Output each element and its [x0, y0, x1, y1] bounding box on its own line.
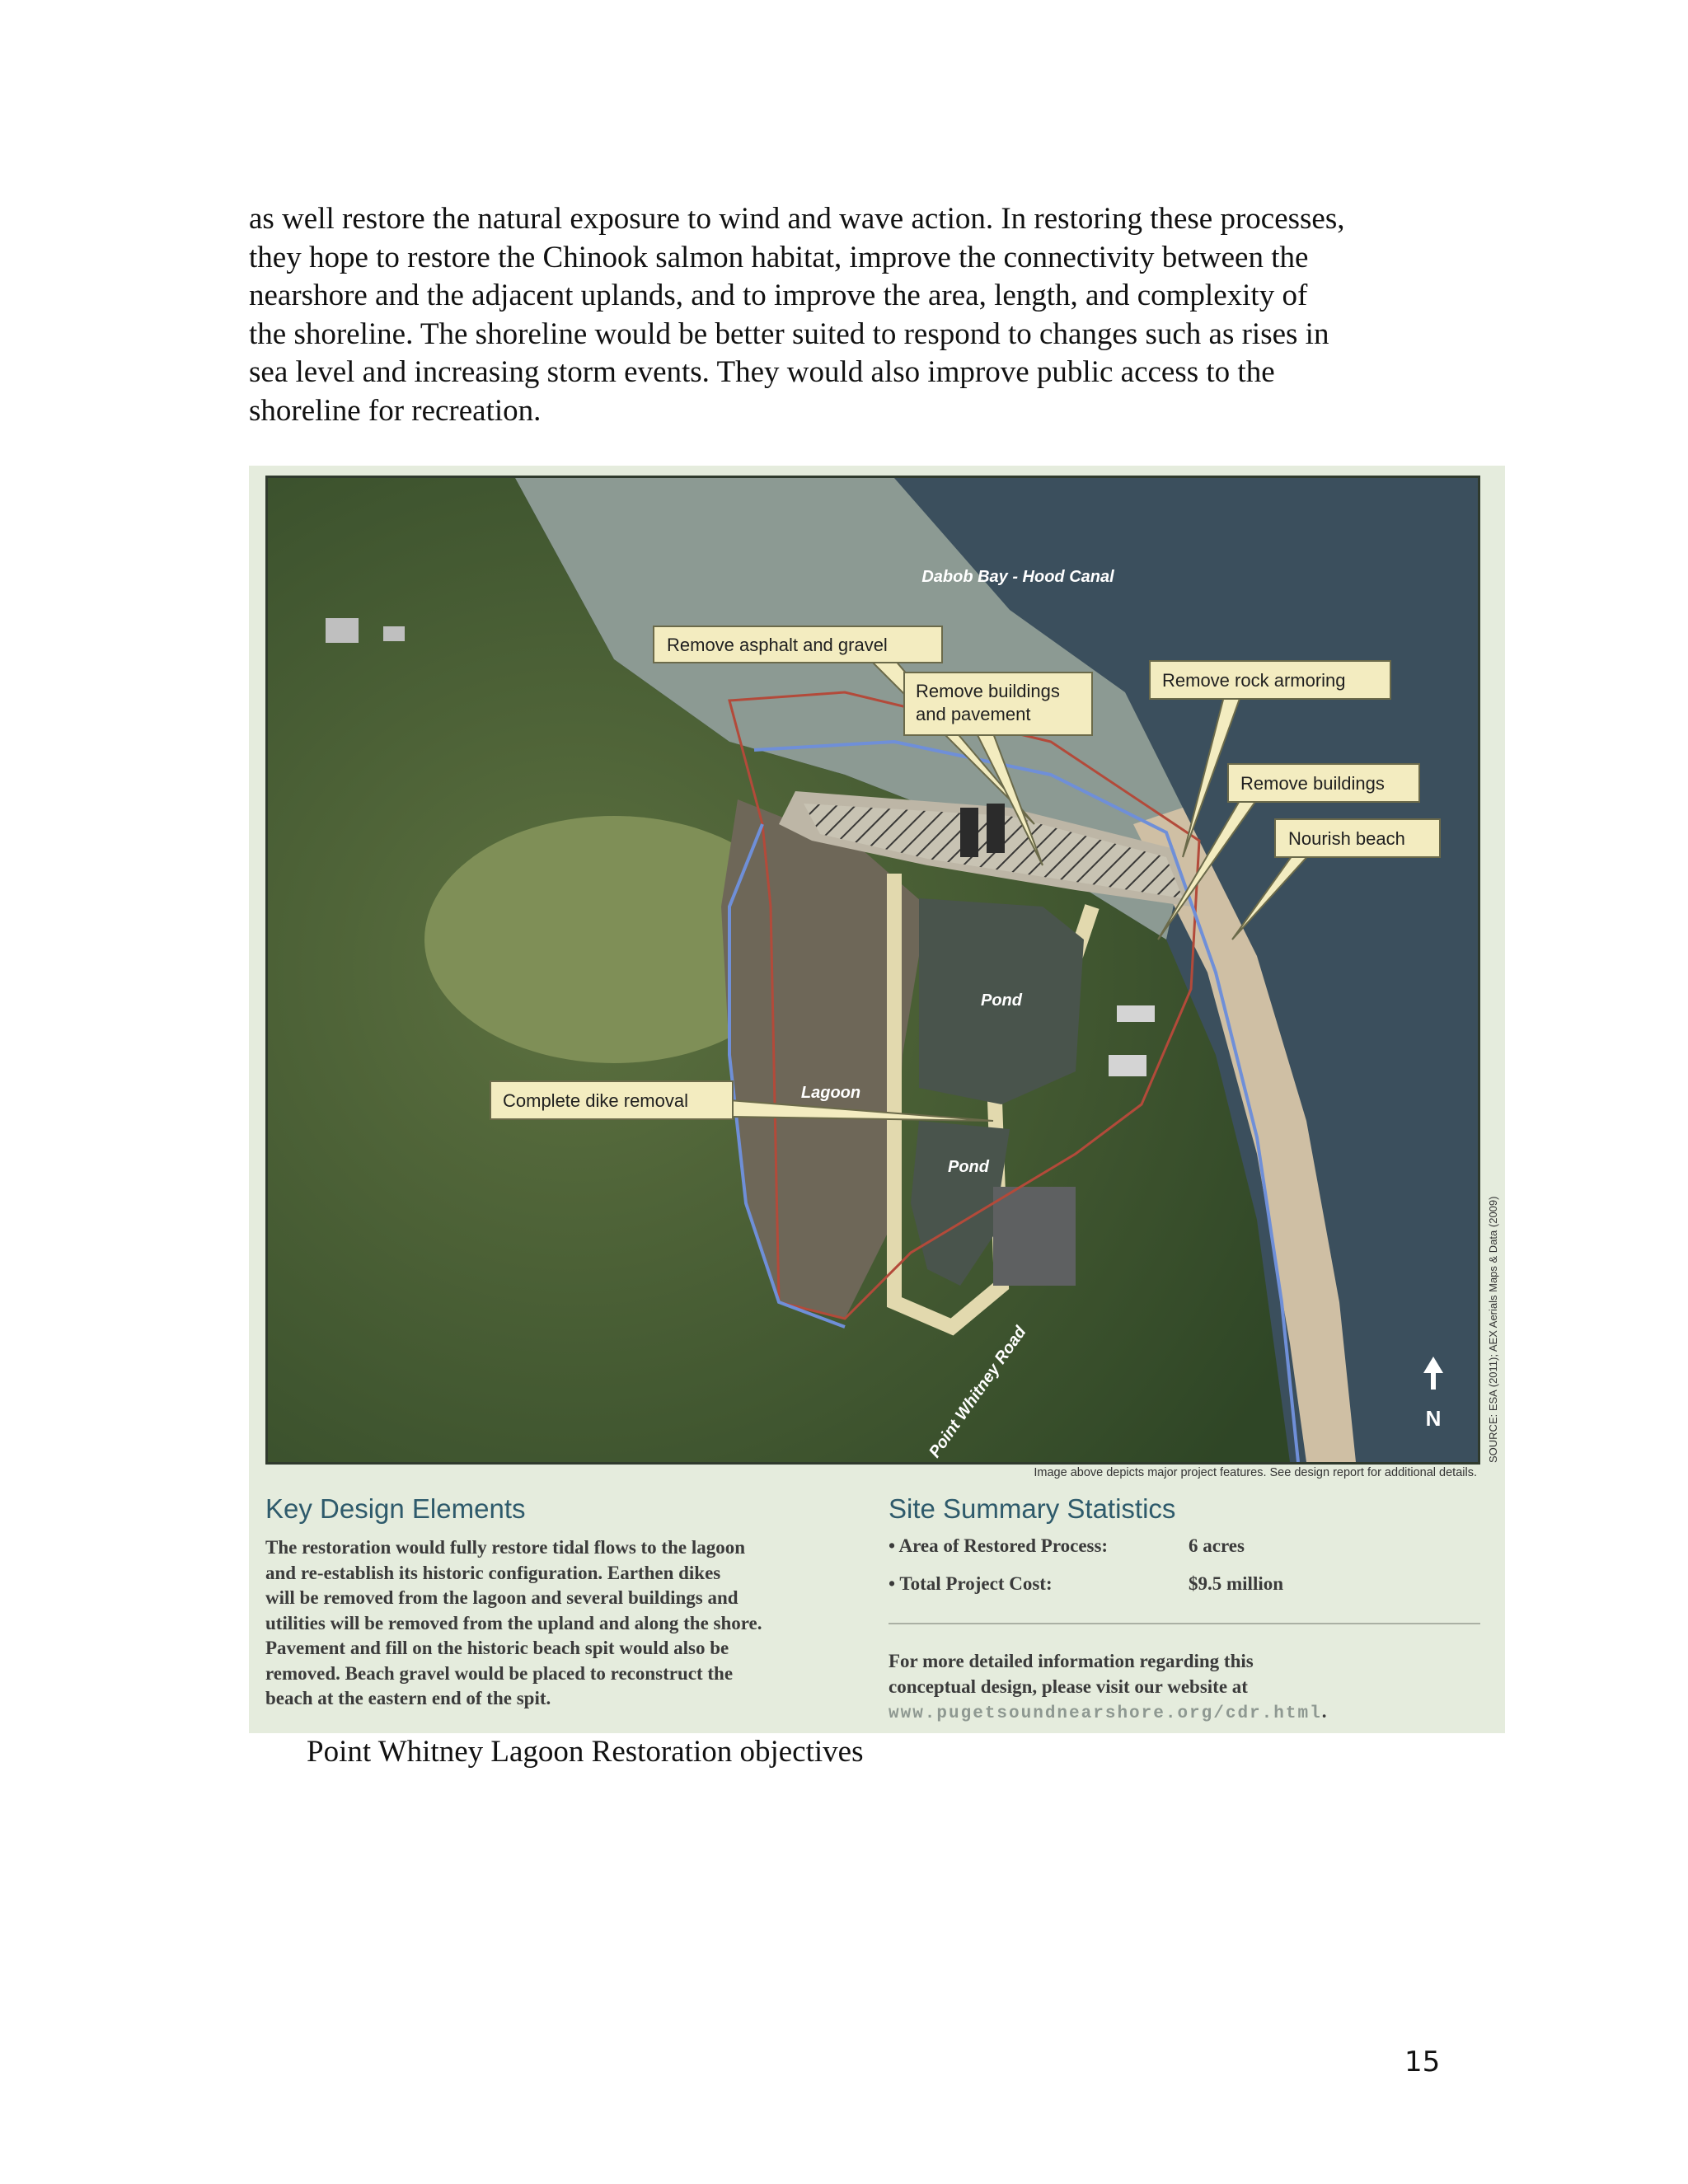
url-suffix: .	[1321, 1701, 1327, 1722]
building	[326, 618, 359, 643]
restoration-figure	[249, 466, 1505, 1733]
more-info-line: conceptual design, please visit our website at	[889, 1675, 1248, 1697]
callout-remove-rock-armoring	[1150, 661, 1390, 699]
paragraph-line: as well restore the natural exposure to wind and wave action. In restoring these processes,	[249, 202, 1345, 236]
stat-label: • Total Project Cost:	[889, 1573, 1053, 1594]
figure-caption: Point Whitney Lagoon Restoration objectives	[307, 1735, 864, 1769]
aerial-map-graphic	[268, 478, 1478, 1462]
more-info-text	[889, 1649, 1482, 1727]
key-design-line: removed. Beach gravel would be placed to reconstruct the	[265, 1662, 734, 1684]
key-design-line: beach at the eastern end of the spit.	[265, 1688, 551, 1708]
svg-text:Remove rock armoring: Remove rock armoring	[1162, 670, 1346, 691]
paragraph-line: sea level and increasing storm events. They would also improve public access to the	[249, 355, 1275, 389]
more-info-line: For more detailed information regarding this	[889, 1651, 1254, 1671]
road-label: Point Whitney Road	[926, 1323, 1030, 1461]
building	[960, 808, 978, 857]
svg-text:Remove asphalt and gravel: Remove asphalt and gravel	[667, 635, 888, 655]
callout-remove-buildings	[1228, 764, 1419, 802]
paragraph-line: shoreline for recreation.	[249, 393, 542, 428]
callout-remove-buildings-pavement	[904, 673, 1092, 735]
callout-nourish-beach	[1275, 819, 1440, 857]
svg-text:SOURCE: ESA (2011); AEX Aerial: SOURCE: ESA (2011); AEX Aerials Maps & Data (2009)	[1487, 1196, 1499, 1463]
more-info-url-line	[889, 1699, 1482, 1727]
pond-label: Pond	[948, 1158, 989, 1176]
stat-value: $9.5 million	[1189, 1573, 1284, 1594]
key-design-line: will be removed from the lagoon and several buildings and	[265, 1587, 738, 1608]
paragraph-line: the shoreline. The shoreline would be better suited to respond to changes such as rises in	[249, 316, 1329, 351]
stat-label: • Area of Restored Process:	[889, 1535, 1109, 1556]
paragraph-line: they hope to restore the Chinook salmon habitat, improve the connectivity between the	[249, 240, 1309, 274]
key-design-body	[265, 1535, 859, 1712]
key-design-line: Pavement and fill on the historic beach spit would also be	[265, 1638, 729, 1658]
callout-remove-asphalt	[654, 626, 942, 663]
body-paragraph	[249, 200, 1452, 430]
aerial-map	[265, 476, 1480, 1465]
website-link[interactable]: www.pugetsoundnearshore.org/cdr.html	[889, 1704, 1322, 1723]
svg-text:and pavement: and pavement	[916, 704, 1031, 724]
key-design-title: Key Design Elements	[265, 1493, 526, 1524]
svg-text:Complete dike removal: Complete dike removal	[503, 1090, 688, 1111]
pond-label: Pond	[981, 991, 1022, 1010]
key-design-line: utilities will be removed from the upland and along the shore.	[265, 1612, 762, 1633]
svg-text:Remove buildings: Remove buildings	[1240, 773, 1385, 794]
key-design-line: and re-establish its historic configuration. Earthen dikes	[265, 1562, 721, 1583]
site-summary-title: Site Summary Statistics	[889, 1493, 1176, 1524]
building	[383, 626, 405, 641]
building	[993, 1187, 1076, 1286]
image-note: Image above depicts major project features. See design report for additional details.	[1034, 1466, 1477, 1479]
north-label: N	[1425, 1406, 1442, 1431]
building	[1117, 1005, 1155, 1022]
building	[987, 804, 1005, 853]
svg-text:Nourish beach: Nourish beach	[1288, 828, 1405, 849]
lagoon-label: Lagoon	[800, 1084, 861, 1102]
page-number: 15	[1404, 2046, 1441, 2079]
callout-complete-dike-removal	[490, 1081, 733, 1119]
stat-value: 6 acres	[1189, 1535, 1245, 1556]
building	[1109, 1055, 1146, 1076]
paragraph-line: nearshore and the adjacent uplands, and to improve the area, length, and complexity of	[249, 279, 1308, 312]
water-label: Dabob Bay - Hood Canal	[921, 568, 1114, 586]
svg-text:Remove buildings: Remove buildings	[916, 681, 1060, 701]
key-design-line: The restoration would fully restore tidal flows to the lagoon	[265, 1537, 746, 1558]
source-note	[1480, 1141, 1505, 1471]
divider	[889, 1623, 1480, 1624]
